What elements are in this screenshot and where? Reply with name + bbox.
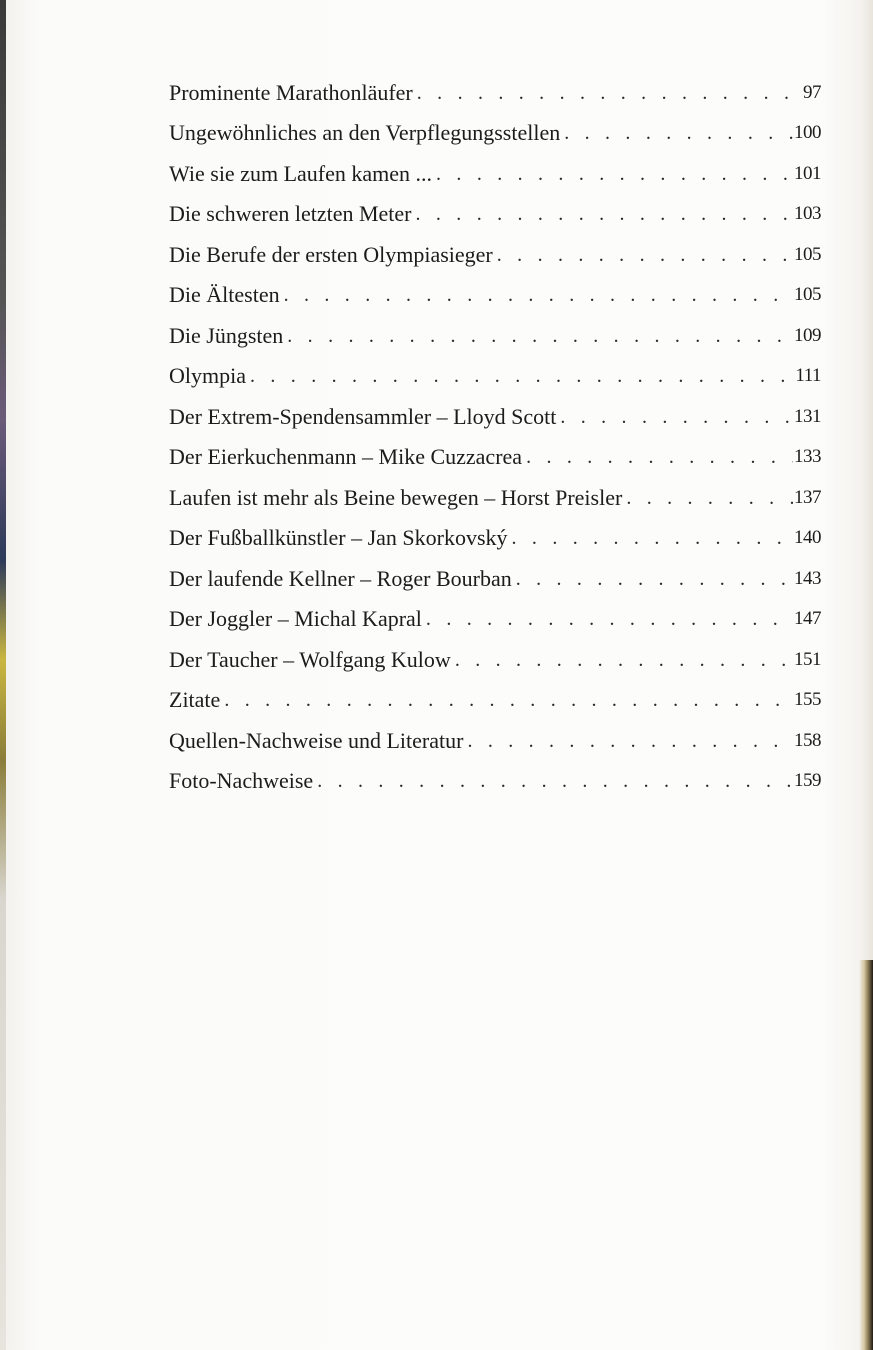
dot-leader (426, 605, 793, 633)
toc-entry-title: Prominente Marathonläufer (169, 79, 413, 105)
dot-leader (626, 484, 793, 512)
toc-entry-page: 111 (795, 365, 821, 386)
toc-entry (169, 350, 821, 391)
toc-entry (169, 593, 821, 634)
page-edge-shadow (859, 960, 873, 1350)
binding-edge (0, 0, 6, 1350)
toc-entry (169, 66, 821, 107)
toc-entry-page: 105 (794, 284, 821, 305)
toc-entry-title: Laufen ist mehr als Beine bewegen – Horst Preisler (169, 484, 623, 510)
toc-entry-title: Der laufende Kellner – Roger Bourban (169, 565, 512, 591)
toc-entry (169, 471, 821, 512)
toc-entry-title: Die Ältesten (169, 282, 280, 307)
toc-entry-page: 155 (794, 689, 821, 710)
dot-leader (467, 727, 793, 755)
table-of-contents (169, 66, 821, 795)
dot-leader (436, 160, 793, 188)
toc-entry (169, 309, 821, 350)
toc-entry-title: Die Jüngsten (169, 322, 284, 348)
dot-leader (317, 767, 793, 795)
dot-leader (512, 524, 793, 552)
dot-leader (560, 403, 793, 431)
toc-entry-page: 109 (794, 324, 821, 346)
dot-leader (250, 362, 793, 390)
dot-leader (224, 686, 793, 714)
dot-leader (516, 565, 793, 593)
toc-entry-title: Der Fußballkünstler – Jan Skorkovský (169, 525, 508, 550)
toc-entry (169, 755, 821, 796)
dot-leader (416, 200, 794, 228)
dot-leader (287, 322, 793, 350)
toc-entry (169, 228, 821, 269)
dot-leader (564, 119, 793, 147)
dot-leader (497, 241, 793, 269)
toc-entry-title: Die Berufe der ersten Olympiasieger (169, 241, 493, 267)
toc-entry-page: 100 (794, 122, 821, 143)
toc-entry-page: 131 (794, 405, 821, 427)
dot-leader (417, 79, 793, 107)
toc-entry-page: 137 (794, 486, 821, 508)
toc-entry (169, 107, 821, 148)
toc-entry-title: Die schweren letzten Meter (169, 201, 412, 226)
toc-entry-title: Zitate (169, 687, 221, 712)
toc-entry (169, 188, 821, 229)
toc-entry-page: 159 (794, 770, 821, 791)
toc-entry-title: Ungewöhnliches an den Verpflegungsstellen (169, 120, 561, 145)
dot-leader (455, 646, 793, 674)
toc-entry (169, 390, 821, 431)
toc-entry-page: 158 (794, 729, 821, 751)
toc-entry (169, 674, 821, 715)
toc-entry-title: Der Extrem-Spendensammler – Lloyd Scott (169, 403, 557, 429)
toc-entry (169, 512, 821, 553)
toc-entry-title: Der Eierkuchenmann – Mike Cuzzacrea (169, 444, 523, 469)
toc-entry-title: Der Taucher – Wolfgang Kulow (169, 646, 451, 672)
toc-entry (169, 431, 821, 472)
toc-entry-title: Foto-Nachweise (169, 768, 314, 793)
toc-entry (169, 552, 821, 593)
toc-entry-page: 105 (794, 243, 821, 265)
toc-entry-title: Wie sie zum Laufen kamen ... (169, 160, 433, 186)
toc-entry-title: Der Joggler – Michal Kapral (169, 606, 422, 631)
toc-entry (169, 147, 821, 188)
toc-entry-page: 140 (794, 527, 821, 548)
dot-leader (284, 281, 793, 309)
toc-entry-page: 147 (794, 608, 821, 629)
toc-entry (169, 269, 821, 310)
toc-entry-page: 97 (803, 81, 821, 103)
toc-entry-page: 151 (794, 648, 821, 670)
toc-entry (169, 714, 821, 755)
toc-entry-page: 133 (794, 446, 821, 467)
toc-entry (169, 633, 821, 674)
toc-entry-page: 103 (794, 203, 821, 224)
toc-entry-page: 143 (794, 567, 821, 589)
toc-entry-title: Quellen-Nachweise und Literatur (169, 727, 464, 753)
toc-entry-title: Olympia (169, 363, 246, 388)
toc-entry-page: 101 (794, 162, 821, 184)
dot-leader (526, 443, 793, 471)
